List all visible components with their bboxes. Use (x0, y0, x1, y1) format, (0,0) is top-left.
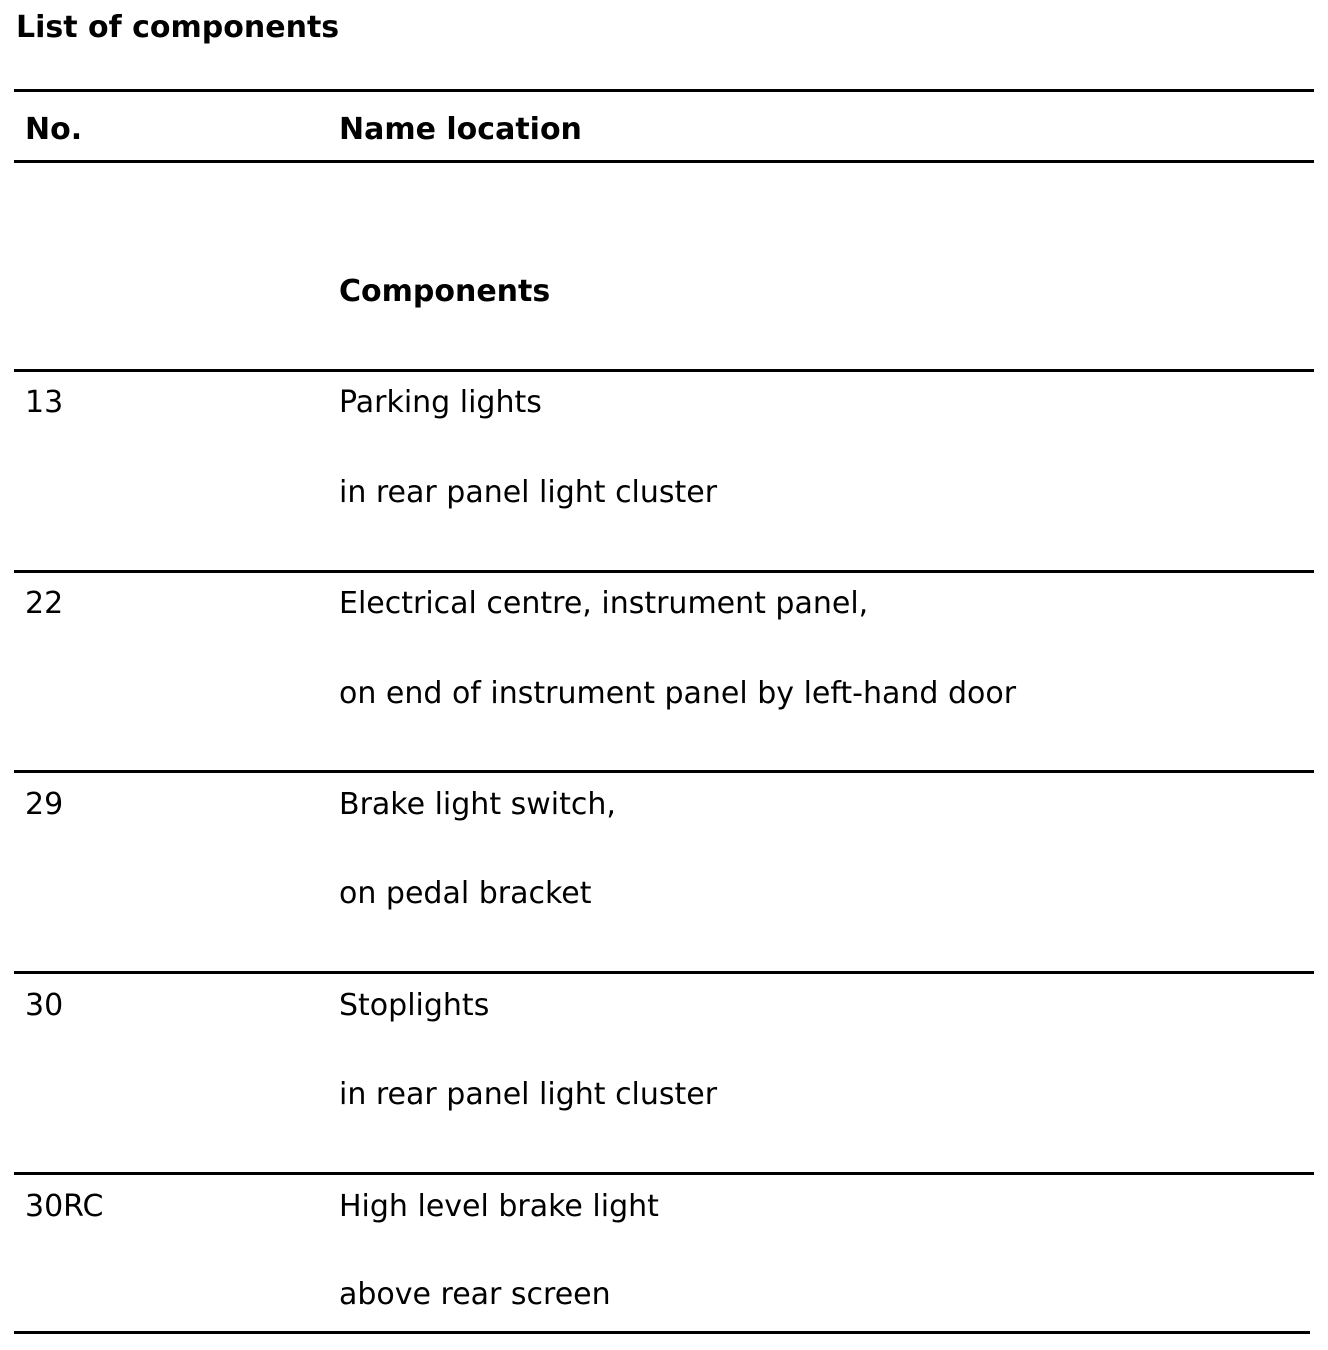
header-bottom-rule (14, 160, 1314, 163)
row-location: on pedal bracket (339, 876, 592, 911)
table-bottom-rule (14, 1331, 1310, 1334)
row-name: Electrical centre, instrument panel, (339, 586, 869, 621)
column-header-no: No. (25, 112, 83, 147)
row-location: on end of instrument panel by left-hand door (339, 676, 1017, 711)
row-number: 30 (25, 988, 64, 1023)
column-header-name-location: Name location (339, 112, 582, 147)
row-name: Parking lights (339, 385, 542, 420)
row-divider (14, 971, 1314, 974)
row-name: High level brake light (339, 1189, 659, 1224)
document-title: List of components (16, 10, 340, 45)
row-number: 13 (25, 385, 64, 420)
row-name: Stoplights (339, 988, 490, 1023)
row-number: 22 (25, 586, 64, 621)
row-number: 30RC (25, 1189, 104, 1224)
row-divider (14, 570, 1314, 573)
row-number: 29 (25, 787, 64, 822)
row-divider (14, 369, 1314, 372)
row-name: Brake light switch, (339, 787, 616, 822)
row-divider (14, 770, 1314, 773)
row-location: above rear screen (339, 1277, 611, 1312)
section-heading: Components (339, 274, 551, 309)
row-location: in rear panel light cluster (339, 475, 718, 510)
row-location: in rear panel light cluster (339, 1077, 718, 1112)
row-divider (14, 1172, 1314, 1175)
table-top-rule (14, 89, 1314, 92)
